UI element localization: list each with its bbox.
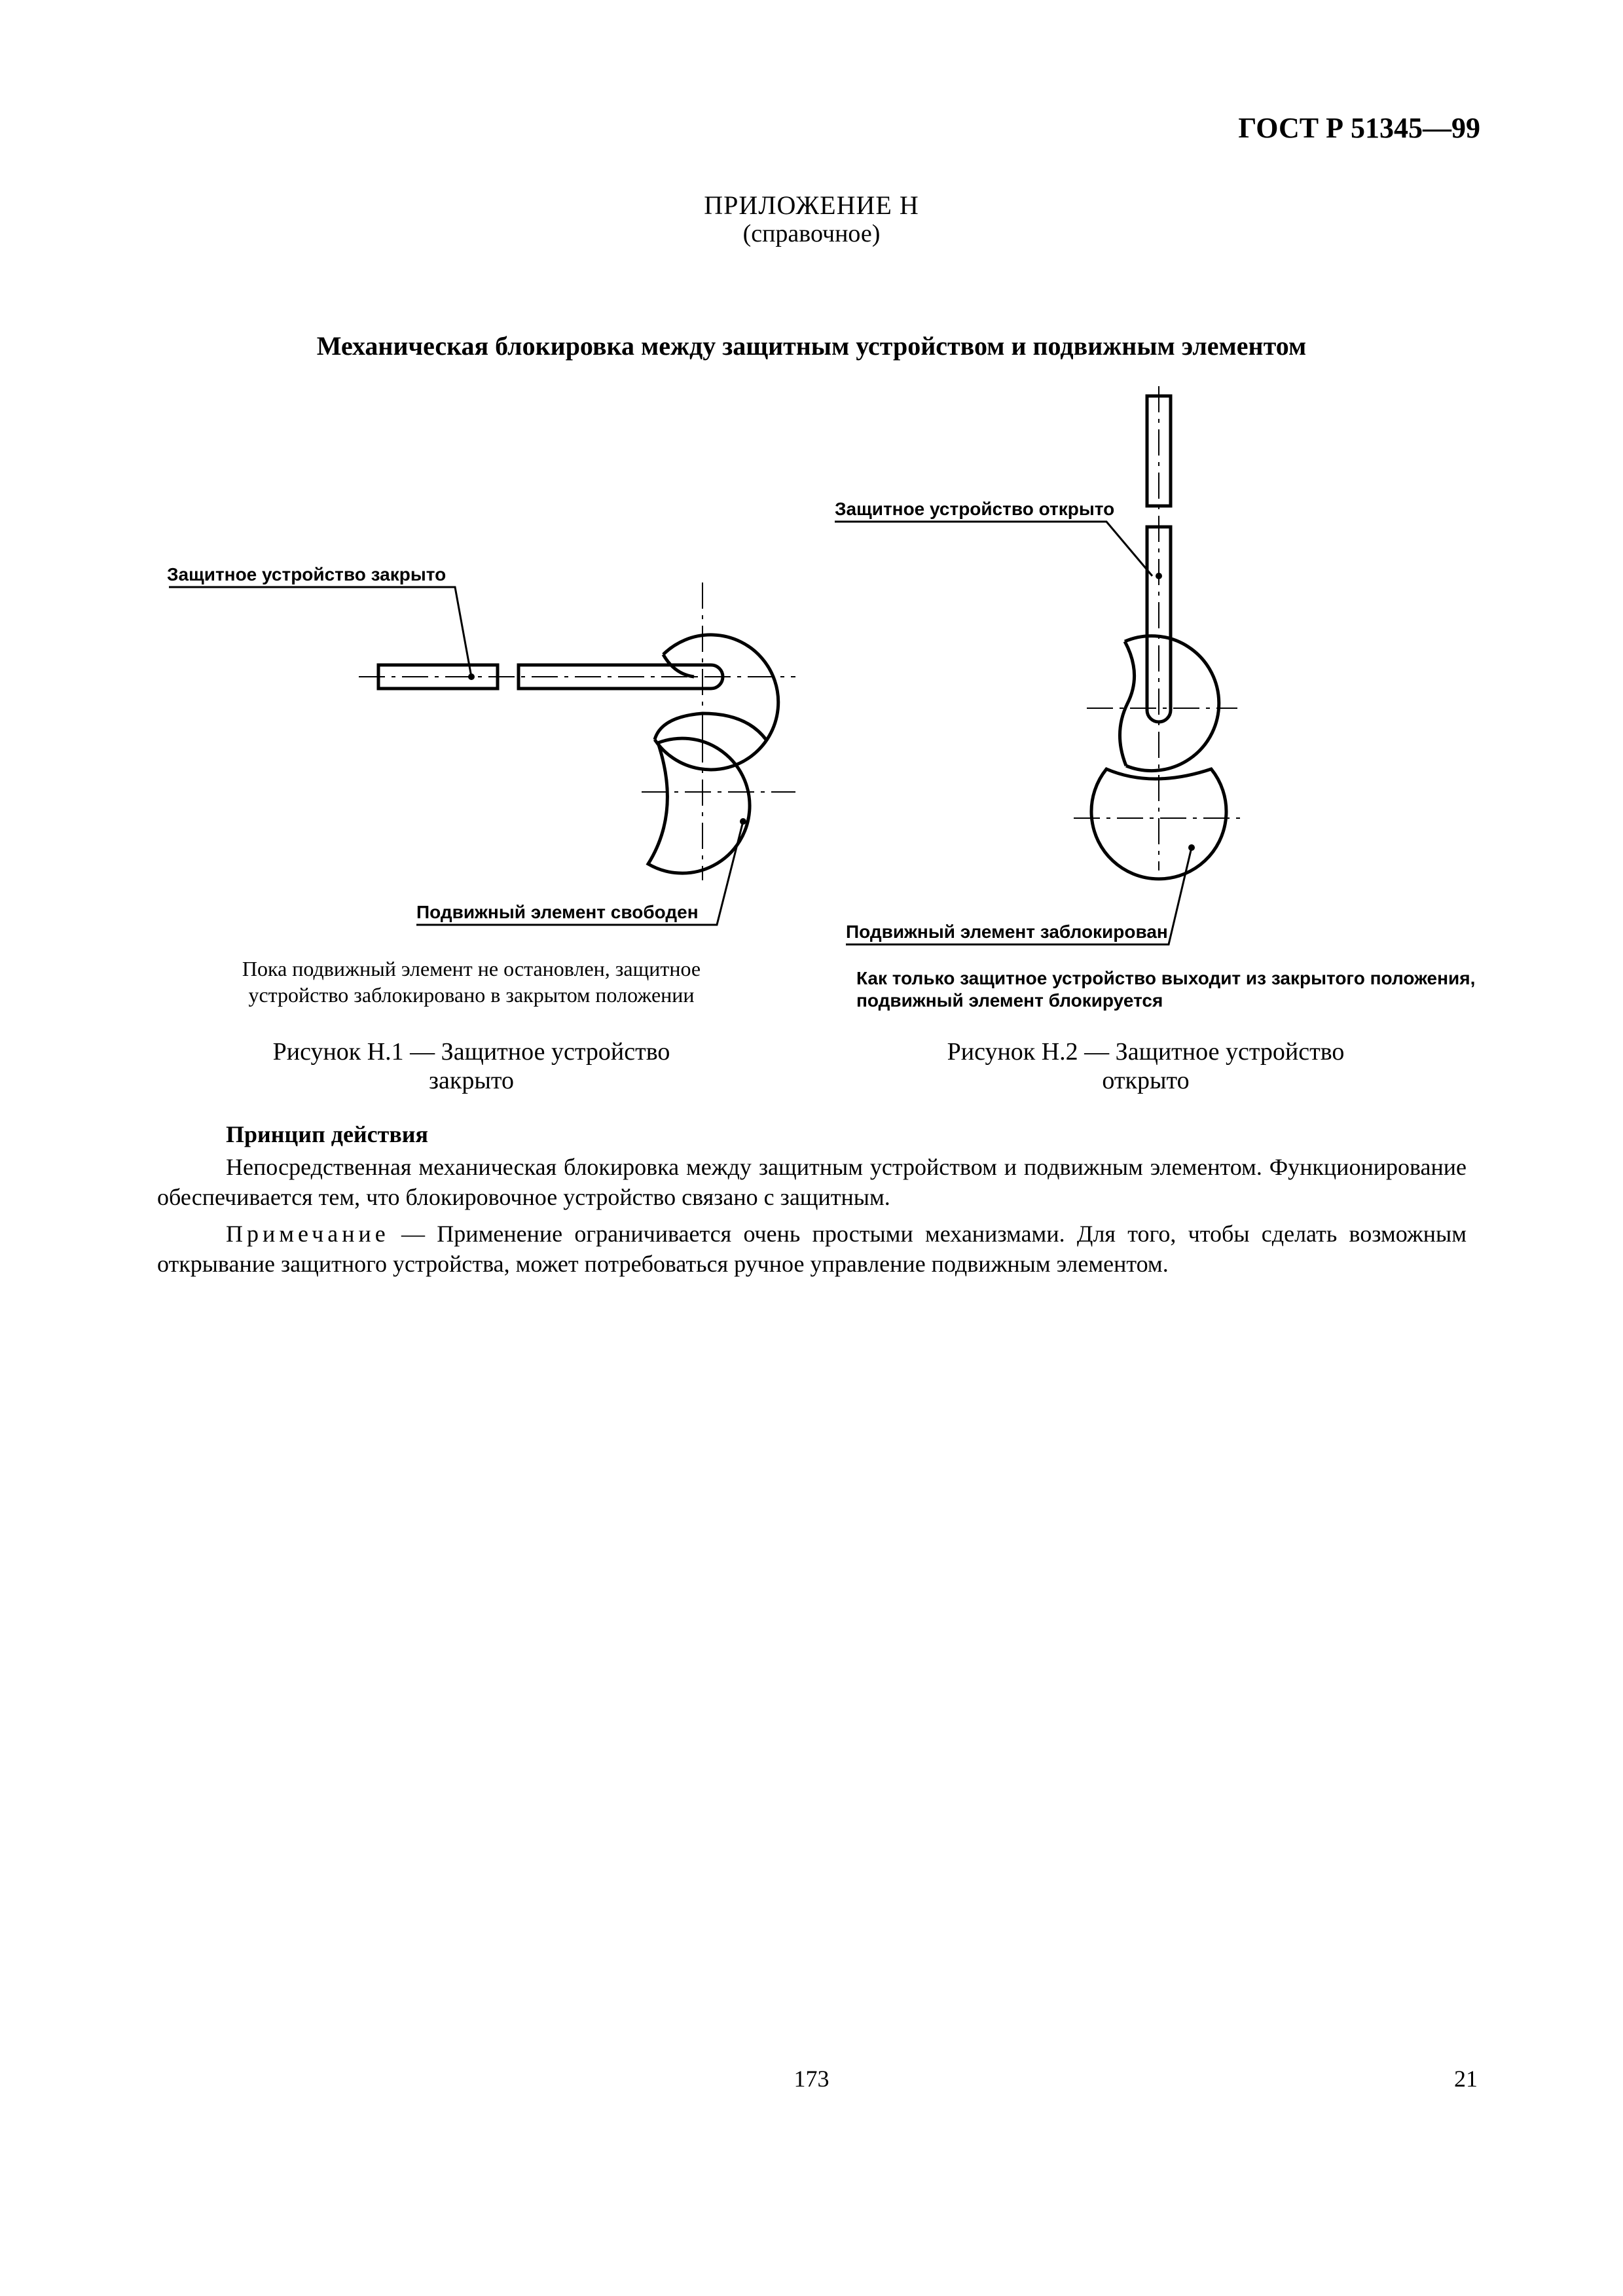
fig2-caption-line2: подвижный элемент блокируется (856, 990, 1163, 1011)
fig1-guard-leader (169, 587, 471, 677)
fig1-element-label: Подвижный элемент свободен (416, 902, 699, 922)
fig1-caption-line2: устройство заблокировано в закрытом положении (248, 983, 695, 1007)
fig1-title-line2: закрыто (429, 1067, 514, 1094)
annex-subtitle: (справочное) (742, 220, 881, 247)
principle-text: Непосредственная механическая блокировка между защитным устройством и подвижным элементом. Функционирование обеспечивается тем, что блокировочное устройство связано с защитным. (157, 1154, 1467, 1210)
annex-title: ПРИЛОЖЕНИЕ Н (704, 190, 919, 220)
fig2-guard-label: Защитное устройство открыто (835, 499, 1115, 519)
main-title: Механическая блокировка между защитным устройством и подвижным элементом (316, 331, 1307, 361)
note-label: Примечание (226, 1221, 390, 1247)
fig1-caption-line1: Пока подвижный элемент не остановлен, защитное (242, 957, 701, 980)
figure1-drawing (169, 583, 795, 925)
fig2-element-label: Подвижный элемент заблокирован (846, 922, 1168, 942)
fig2-guard-leader (835, 522, 1152, 576)
note-text: — Применение ограничивается очень простыми механизмами. Для того, чтобы сделать возможным открывание защитного устройства, может потребоваться ручное управление подвижным элементом. (157, 1221, 1467, 1277)
page-number-center: 173 (793, 2066, 830, 2092)
principle-heading: Принцип действия (226, 1121, 428, 1147)
page-number-right: 21 (1454, 2066, 1478, 2092)
fig2-title (851, 1037, 1440, 1095)
fig2-title-line2: открыто (1102, 1067, 1190, 1094)
fig1-guard-label: Защитное устройство закрыто (167, 564, 447, 584)
fig2-caption (856, 967, 1511, 1012)
fig1-title-line1: Рисунок Н.1 — Защитное устройство (272, 1038, 670, 1066)
fig1-caption (177, 956, 766, 1008)
fig2-caption-line1: Как только защитное устройство выходит из закрытого положения, (856, 968, 1476, 988)
principle-note (157, 1219, 1467, 1279)
fig1-title (177, 1037, 766, 1095)
figure2-drawing (835, 386, 1244, 944)
fig2-title-line1: Рисунок Н.2 — Защитное устройство (947, 1038, 1345, 1066)
document-id: ГОСТ Р 51345—99 (1238, 112, 1480, 144)
